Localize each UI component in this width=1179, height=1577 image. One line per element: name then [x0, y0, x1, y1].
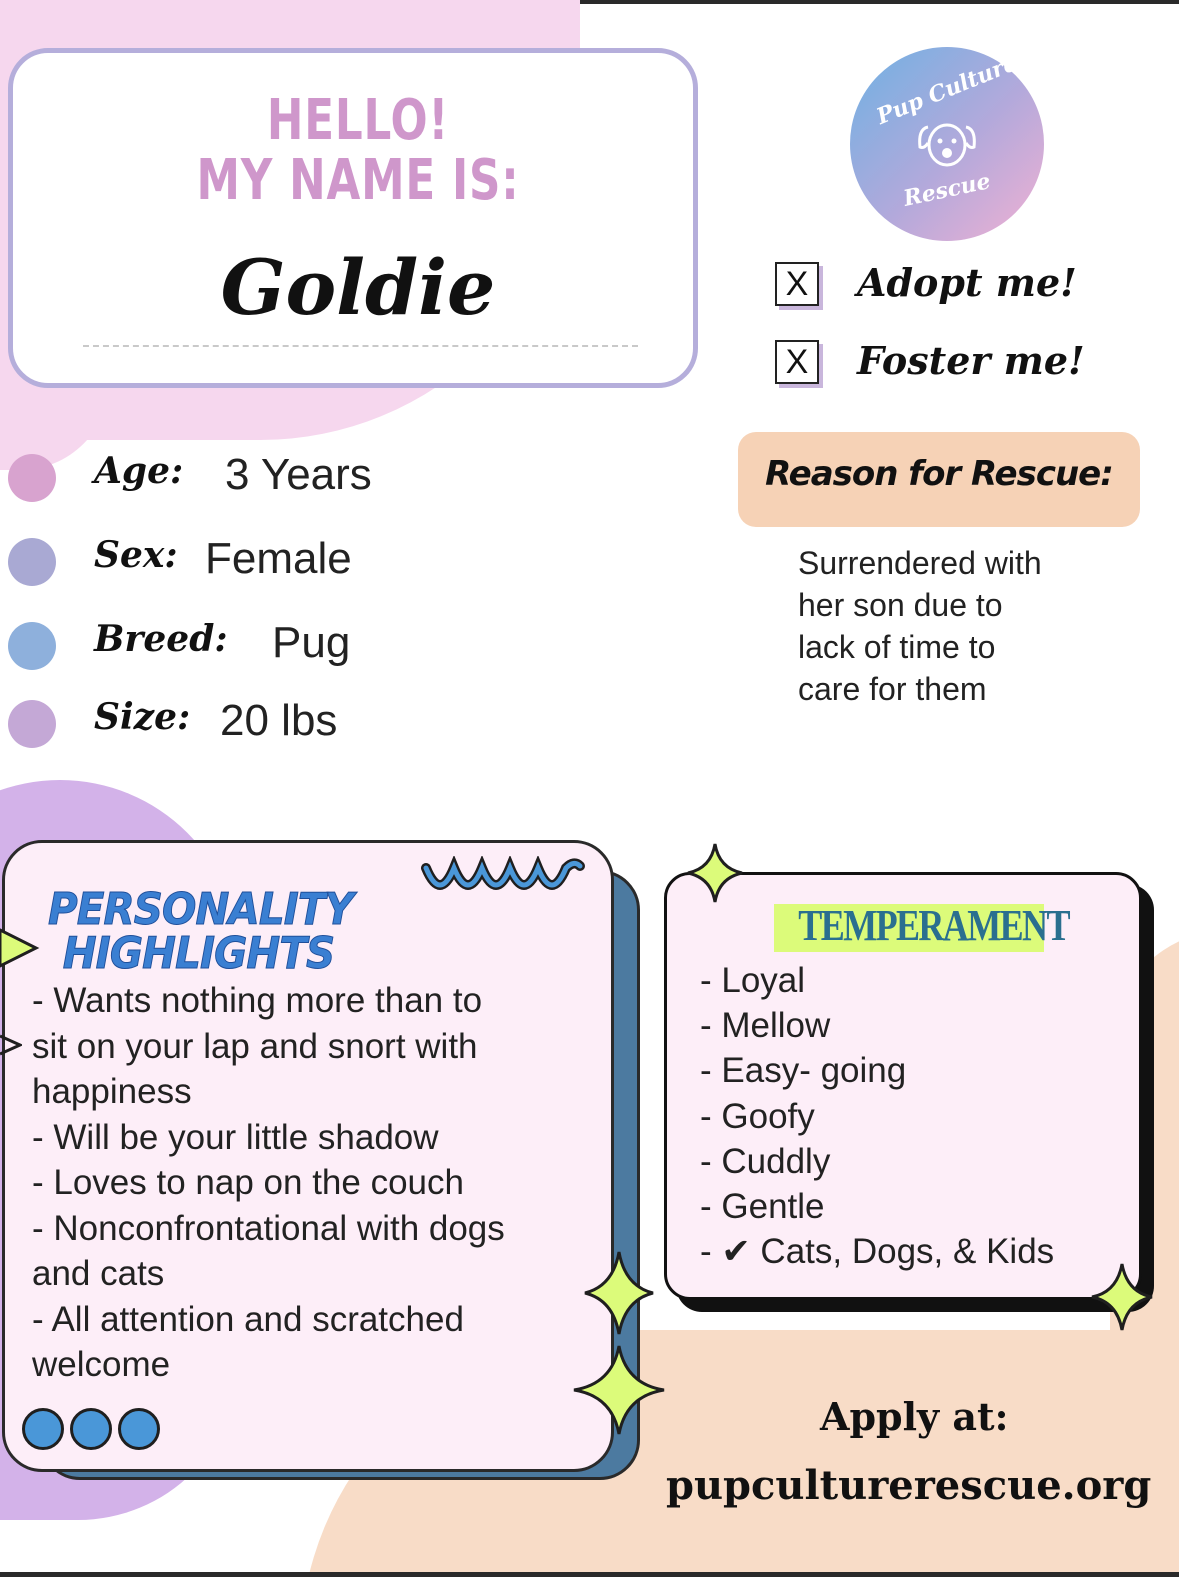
blue-dot — [70, 1408, 112, 1450]
personality-title — [48, 884, 379, 979]
temperament-item: - ✔ Cats, Dogs, & Kids — [700, 1232, 1055, 1272]
reason-line: care for them — [798, 671, 987, 707]
personality-line: - Loves to nap on the couch — [32, 1163, 464, 1202]
temperament-item: - Easy- going — [700, 1051, 907, 1091]
stat-value: 20 lbs — [220, 696, 338, 745]
rescue-logo — [850, 47, 1044, 241]
personality-title-line: PERSONALITY — [48, 884, 353, 935]
foster-label: Foster me! — [857, 338, 1085, 383]
temperament-item: - Loyal — [700, 961, 806, 1000]
my-name-is-line: MY NAME IS: — [196, 148, 520, 213]
arrow-icon — [0, 1034, 22, 1056]
stat-value: 3 Years — [225, 450, 372, 499]
apply-link[interactable]: pupculturerescue.org — [666, 1462, 1152, 1509]
bullet-dot — [8, 622, 56, 670]
stat-label: Sex: — [94, 534, 178, 576]
blue-dot — [118, 1408, 160, 1450]
stat-value: Pug — [272, 618, 351, 667]
sparkle-icon — [583, 1250, 655, 1336]
hello-line: HELLO! — [266, 88, 450, 153]
adopt-label: Adopt me! — [857, 260, 1077, 305]
adopt-checkbox[interactable]: X — [775, 262, 819, 306]
personality-line: welcome — [32, 1345, 171, 1384]
sparkle-icon — [572, 1344, 666, 1436]
sparkle-icon — [686, 842, 744, 904]
temperament-item: - Goofy — [700, 1096, 815, 1136]
personality-title-line: HIGHLIGHTS — [62, 928, 335, 979]
personality-line: - All attention and scratched — [32, 1299, 464, 1339]
personality-line: sit on your lap and snort with — [32, 1026, 478, 1066]
personality-line: happiness — [32, 1072, 192, 1111]
personality-line: - Will be your little shadow — [32, 1117, 439, 1157]
personality-line: - Wants nothing more than to — [32, 981, 483, 1020]
name-underline — [83, 345, 638, 347]
stat-value: Female — [205, 534, 352, 583]
temperament-item: - Gentle — [700, 1187, 825, 1227]
stat-label: Age: — [94, 450, 184, 492]
hello-heading — [89, 88, 627, 213]
pet-name: Goldie — [220, 243, 496, 332]
reason-title: Reason for Rescue: — [765, 454, 1113, 494]
temperament-item: - Mellow — [700, 1006, 831, 1046]
logo-top-text: Pup Culture — [872, 50, 1022, 130]
apply-label: Apply at: — [820, 1394, 1009, 1439]
name-tag-card — [8, 48, 698, 388]
stat-label: Breed: — [94, 618, 228, 660]
reason-line: lack of time to — [798, 629, 996, 665]
stat-label: Size: — [94, 696, 191, 738]
foster-checkbox[interactable]: X — [775, 340, 819, 384]
personality-line: - Nonconfrontational with dogs — [32, 1208, 505, 1248]
reason-banner — [738, 432, 1140, 527]
temperament-title: TEMPERAMENT — [798, 901, 1069, 950]
reason-text — [798, 542, 1128, 710]
squiggle-icon — [418, 856, 586, 904]
reason-line: her son due to — [798, 587, 1003, 623]
dog-face-icon — [914, 115, 980, 175]
bullet-dot — [8, 700, 56, 748]
personality-line: and cats — [32, 1254, 165, 1293]
temperament-list — [700, 958, 1130, 1274]
reason-line: Surrendered with — [798, 545, 1042, 581]
blue-dot — [22, 1408, 64, 1450]
bullet-dot — [8, 454, 56, 502]
logo-bottom-text: Rescue — [901, 168, 993, 212]
bottom-border — [0, 1572, 1179, 1577]
temperament-item: - Cuddly — [700, 1141, 831, 1181]
personality-list — [32, 978, 592, 1388]
arrow-icon — [0, 926, 40, 970]
bullet-dot — [8, 538, 56, 586]
